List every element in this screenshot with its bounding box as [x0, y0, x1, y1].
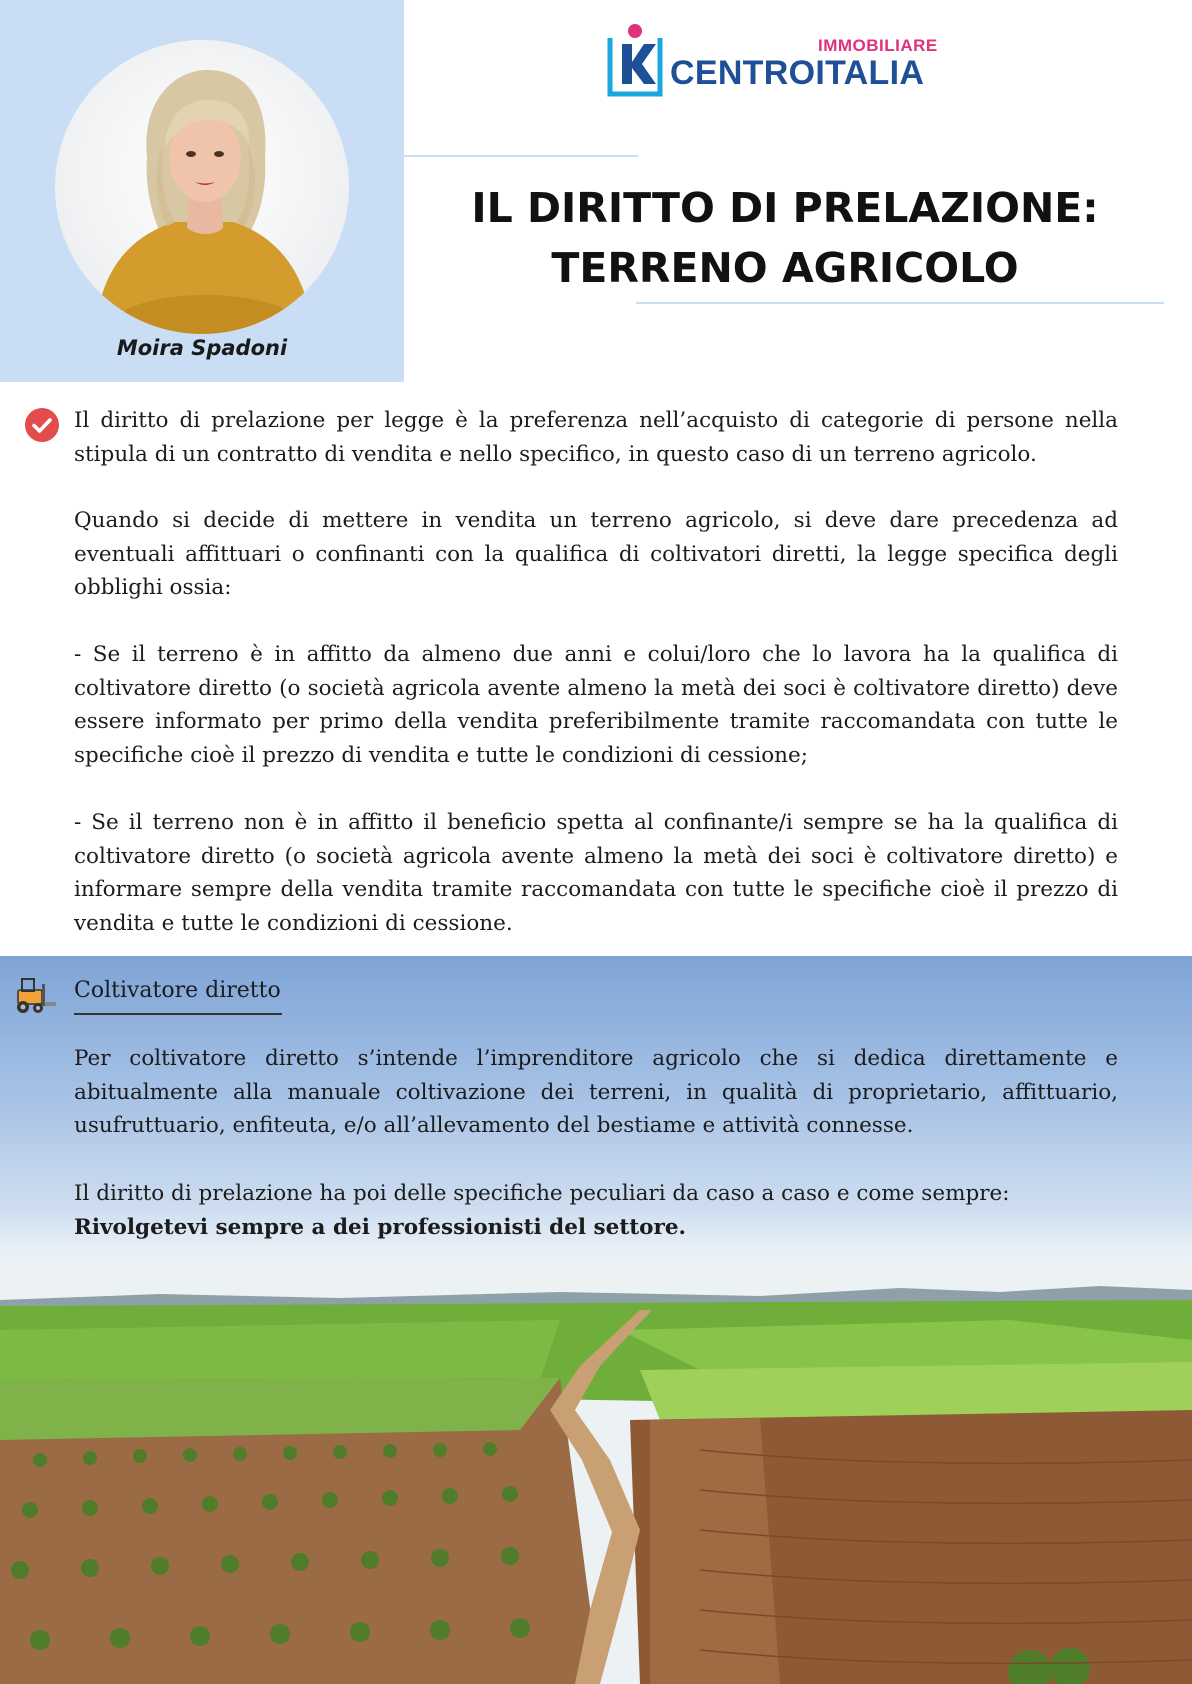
tractor-icon — [12, 976, 58, 1016]
intro-paragraph-3: - Se il terreno è in affitto da almeno due anni e colui/loro che lo lavora ha la qualifica di coltivatore diretto (o società agricola avente almeno la metà dei soci è coltivatore diretto) deve essere informato per primo della vendita preferibilmente tramite raccomandata con tutte le specifiche cioè il prezzo di vendita e tutte le condizioni di cessione; — [74, 642, 1118, 768]
author-photo — [55, 40, 349, 334]
author-name: Moira Spadoni — [116, 336, 288, 360]
title-line-1: IL DIRITTO DI PRELAZIONE: — [471, 184, 1099, 232]
logo-immobiliare: IMMOBILIARE — [818, 36, 938, 55]
farmland-image — [0, 1270, 1192, 1684]
section-heading: Coltivatore diretto — [74, 978, 281, 1003]
heading-underline — [74, 1013, 282, 1015]
section-paragraph-2-bold: Rivolgetevi sempre a dei professionisti del settore. — [74, 1214, 687, 1240]
intro-paragraph-4: - Se il terreno non è in affitto il beneficio spetta al confinante/i sempre se ha la qualifica di coltivatore diretto (o società agricola avente almeno la metà dei soci è coltivatore diretto) e informare sempre della vendita tramite raccomandata con tutte le specifiche cioè il prezzo di vendita e tutte le condizioni di cessione. — [74, 810, 1118, 936]
divider — [636, 302, 1164, 304]
title-line-2: TERRENO AGRICOLO — [551, 244, 1019, 292]
section-paragraph-2-text: Il diritto di prelazione ha poi delle specifiche peculiari da caso a caso e come sempre: — [74, 1181, 1010, 1206]
page-title — [430, 178, 1140, 298]
check-circle-icon — [25, 408, 59, 442]
section-paragraph-1: Per coltivatore diretto s’intende l’imprenditore agricolo che si dedica direttamente e abitualmente alla manuale coltivazione dei terreni, in qualità di proprietario, affittuario, usufruttuario, enfiteuta, e/o all’allevamento del bestiame e attività connesse. — [74, 1046, 1118, 1138]
divider — [404, 155, 638, 157]
intro-paragraph-2: Quando si decide di mettere in vendita un terreno agricolo, si deve dare precedenza ad eventuali affittuari o confinanti con la qualifica di coltivatori diretti, la legge specifica degli obblighi ossia: — [74, 508, 1118, 600]
section-paragraph-2 — [74, 1177, 1118, 1244]
intro-paragraph-1: Il diritto di prelazione per legge è la preferenza nell’acquisto di categorie di persone nella stipula di un contratto di vendita e nello specifico, in questo caso di un terreno agricolo. — [74, 408, 1118, 467]
logo-centroitalia: CENTROITALIA — [670, 54, 925, 92]
company-logo — [602, 22, 942, 98]
